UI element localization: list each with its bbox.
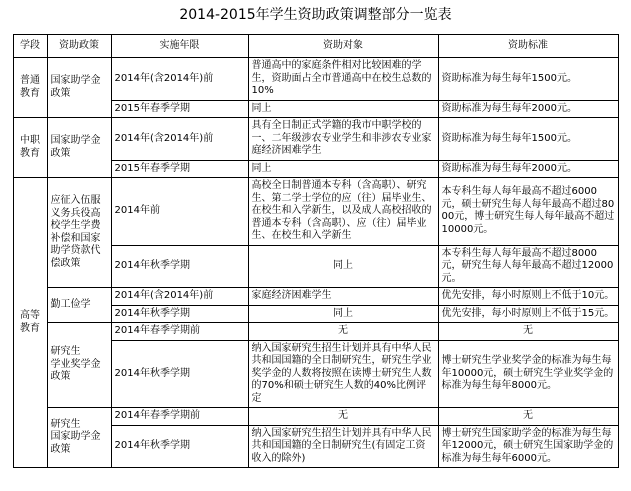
standard-cell: 资助标准为每生每年2000元。 bbox=[438, 100, 618, 118]
years-cell: 2014年秋季学期 bbox=[111, 245, 248, 288]
years-cell: 2014年(含2014年)前 bbox=[111, 58, 248, 101]
target-cell: 同上 bbox=[248, 305, 438, 323]
standard-cell: 本专科生每人每年最高不超过8000元，研究生每人每年最高不超过12000元。 bbox=[438, 245, 618, 288]
years-cell: 2014年秋季学期 bbox=[111, 305, 248, 323]
column-header-target: 资助对象 bbox=[248, 35, 438, 58]
stage-label-line1: 高等 bbox=[20, 310, 40, 321]
stage-label-line1: 普通 bbox=[20, 75, 40, 86]
years-cell: 2014年(含2014年)前 bbox=[111, 288, 248, 306]
years-cell: 2015年春季学期 bbox=[111, 160, 248, 178]
target-cell: 同上 bbox=[248, 160, 438, 178]
column-header-stage: 学段 bbox=[13, 35, 47, 58]
target-cell: 无 bbox=[248, 408, 438, 426]
policy-table bbox=[13, 34, 619, 468]
stage-cell-putong bbox=[13, 58, 47, 118]
target-cell: 纳入国家研究生招生计划并具有中华人民共和国国籍的全日制研究生(有固定工资收入的除外) bbox=[248, 425, 438, 468]
years-cell: 2015年春季学期 bbox=[111, 100, 248, 118]
standard-cell: 资助标准为每生每年1500元。 bbox=[438, 58, 618, 101]
column-header-years: 实施年限 bbox=[111, 35, 248, 58]
years-cell: 2014年前 bbox=[111, 178, 248, 246]
target-cell: 无 bbox=[248, 323, 438, 341]
standard-cell: 博士研究生国家助学金的标准为每生每年12000元，硕士研究生国家助学金的标准为每生每年6000元。 bbox=[438, 425, 618, 468]
policy-label-line2: 国家助学金政策 bbox=[50, 431, 101, 455]
table-header-row bbox=[13, 35, 618, 58]
standard-cell: 无 bbox=[438, 408, 618, 426]
target-cell: 同上 bbox=[248, 100, 438, 118]
table-row bbox=[13, 323, 618, 341]
column-header-policy: 资助政策 bbox=[47, 35, 111, 58]
target-cell: 普通高中的家庭条件相对比较困难的学生，资助面占全市普通高中在校生总数的10% bbox=[248, 58, 438, 101]
target-cell: 纳入国家研究生招生计划并具有中华人民共和国国籍的全日制研究生，研究生学业奖学金的人数将按照在读博士研究生人数的70%和硕士研究生人数的40%比例评定 bbox=[248, 340, 438, 408]
policy-cell-zhongzhi-zhuxuejin: 国家助学金政策 bbox=[47, 118, 111, 178]
stage-label-line2: 教育 bbox=[20, 322, 40, 334]
policy-cell-putong-zhuxuejin: 国家助学金政策 bbox=[47, 58, 111, 118]
policy-label-line2: 学业奖学金政策 bbox=[50, 358, 101, 383]
standard-cell: 优先安排，每小时原则上不低于15元。 bbox=[438, 305, 618, 323]
stage-label-line1: 中职 bbox=[20, 135, 40, 146]
standard-cell: 无 bbox=[438, 323, 618, 341]
target-cell: 同上 bbox=[248, 245, 438, 288]
table-row bbox=[13, 118, 618, 161]
stage-label-line2: 教育 bbox=[20, 147, 40, 159]
table-row bbox=[13, 408, 618, 426]
policy-label-line1: 研究生 bbox=[50, 346, 81, 358]
stage-cell-gaodeng bbox=[13, 178, 47, 468]
column-header-standard: 资助标准 bbox=[438, 35, 618, 58]
years-cell: 2014年春季学期前 bbox=[111, 323, 248, 341]
policy-cell-yingzheng: 应征入伍服义务兵役高校学生学费补偿和国家助学贷款代偿政策 bbox=[47, 178, 111, 288]
years-cell: 2014年秋季学期 bbox=[111, 425, 248, 468]
standard-cell: 本专科生每人每年最高不超过6000元，硕士研究生每人每年最高不超过8000元，博士研究生每人每年最高不超过10000元。 bbox=[438, 178, 618, 246]
policy-label-line1: 研究生 bbox=[50, 418, 81, 430]
table-row bbox=[13, 58, 618, 101]
table-row bbox=[13, 178, 618, 246]
policy-cell-yanjiusheng-zhuxuejin bbox=[47, 408, 111, 468]
target-cell: 高校全日制普通本专科（含高职）、研究生、第二学士学位的应（往）届毕业生、在校生和入学新生，以及成人高校招收的普通本专科（含高职）、应（往）届毕业生、在校生和入学新生 bbox=[248, 178, 438, 246]
stage-cell-zhongzhi bbox=[13, 118, 47, 178]
page-title: 2014-2015年学生资助政策调整部分一览表 bbox=[179, 7, 452, 23]
target-cell: 具有全日制正式学籍的我市中职学校的一、二年级涉农专业学生和非涉农专业家庭经济困难学生 bbox=[248, 118, 438, 161]
standard-cell: 资助标准为每生每年2000元。 bbox=[438, 160, 618, 178]
standard-cell: 优先安排，每小时原则上不低于10元。 bbox=[438, 288, 618, 306]
table-row bbox=[13, 288, 618, 306]
target-cell: 家庭经济困难学生 bbox=[248, 288, 438, 306]
policy-cell-qingong: 勤工俭学 bbox=[47, 288, 111, 323]
stage-label-line2: 教育 bbox=[20, 87, 40, 99]
years-cell: 2014年(含2014年)前 bbox=[111, 118, 248, 161]
policy-cell-yanjiusheng-xueye bbox=[47, 323, 111, 408]
standard-cell: 资助标准为每生每年1500元。 bbox=[438, 118, 618, 161]
standard-cell: 博士研究生学业奖学金的标准为每生每年10000元，硕士研究生学业奖学金的标准为每生每年8000元。 bbox=[438, 340, 618, 408]
years-cell: 2014年春季学期前 bbox=[111, 408, 248, 426]
years-cell: 2014年秋季学期 bbox=[111, 340, 248, 408]
